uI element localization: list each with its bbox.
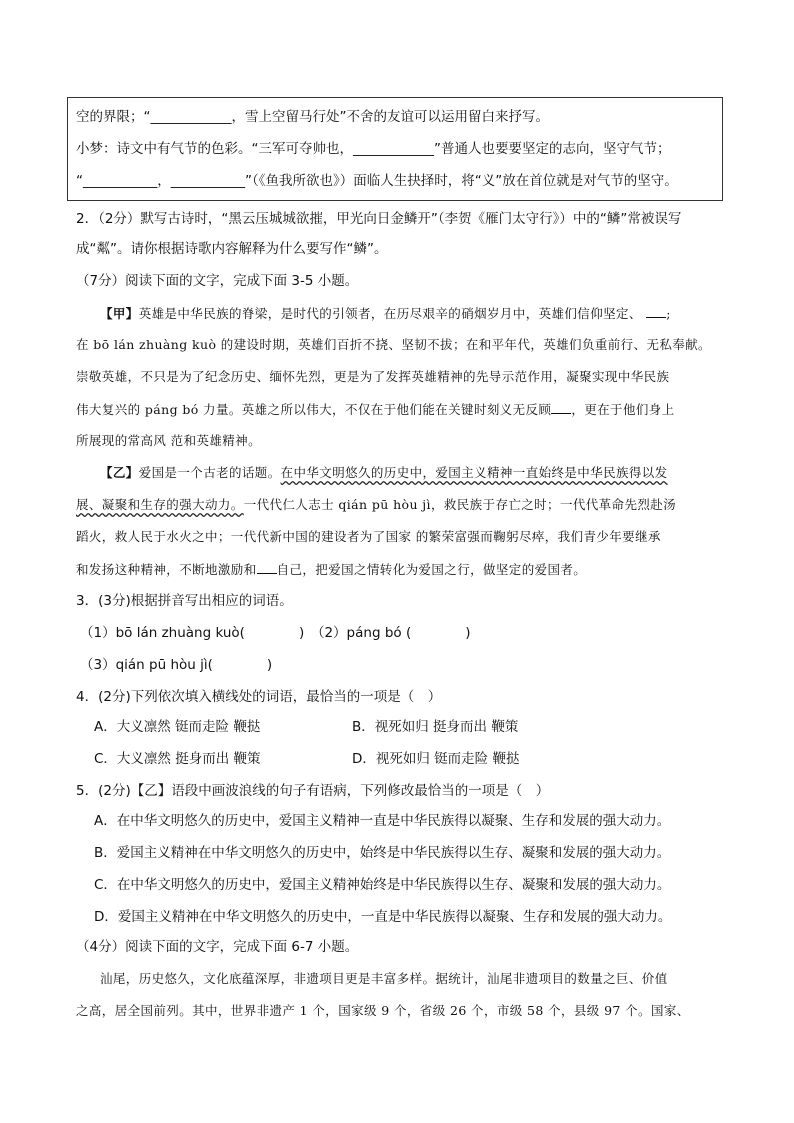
yi-line-2 [76, 496, 676, 514]
reading2-line-2: 之高，居全国前列。其中，世界非遗产 1 个，国家级 9 个，省级 26 个，市级 58 个，县级 97 个。国家、 [76, 1003, 690, 1018]
jia-line-2: 在 bō lán zhuàng kuò 的建设时期，英雄们百折不挠、坚韧不拔；在和平年代，英雄们负重前行、无私奉献。 [76, 337, 711, 352]
q4-title: 4．(2分)下列依次填入横线处的词语，最恰当的一项是（ ） [76, 689, 442, 705]
q2-line-2: 成“粼”。请你根据诗歌内容解释为什么要写作“鳞”。 [76, 241, 388, 257]
q5-option-c: C．在中华文明悠久的历史中，爱国主义精神始终是中华民族得以生存、凝聚和发展的强大动力。 [94, 877, 671, 893]
reading1-intro: （7分）阅读下面的文字，完成下面 3-5 小题。 [76, 273, 359, 289]
q4-option-d: D．视死如归 铤而走险 鞭挞 [352, 751, 520, 767]
q4-option-c: C．大义凛然 挺身而出 鞭策 [94, 751, 261, 767]
yi-line-4-a: 和发扬这种精神，不断地激励和 [76, 562, 257, 577]
jia-line-3: 崇敬英雄，不只是为了纪念历史、缅怀先烈，更是为了发挥英雄精神的先导示范作用，凝聚实现中华民族 [76, 369, 670, 384]
jia-line-1-end: ; [666, 306, 671, 321]
q3-title: 3．(3分)根据拼音写出相应的词语。 [76, 593, 293, 609]
jia-line-4-a: 伟大复兴的 páng bó 力量。英雄之所以伟大，不仅在于他们能在关键时刻义无反顾 [76, 402, 552, 417]
q3-row-2: （3）qián pū hòu jì( ) [80, 657, 273, 673]
jia-line-4-b: ，更在于他们身上 [571, 402, 675, 417]
q5-option-d: D．爱国主义精神在中华文明悠久的历史中，一直是中华民族得以凝聚、生存和发展的强大动力。 [94, 909, 672, 925]
yi-line-3: 蹈火，救人民于水火之中；一代代新中国的建设者为了国家 的繁荣富强而鞠躬尽瘁，我们青少年要继承 [76, 529, 661, 544]
yi-wavy-sentence-1: 在中华文明悠久的历史中，爱国主义精神一直始终是中华民族得以发 [280, 465, 668, 480]
reading2-line-1: 汕尾，历史悠久，文化底蕴深厚，非遗项目更是丰富多样。据统计，汕尾非遗项目的数量之巨、价值 [100, 971, 668, 986]
q5-title: 5．(2分)【乙】语段中画波浪线的句子有语病，下列修改最恰当的一项是（ ） [76, 783, 550, 799]
jia-line-5: 所展现的常高风 范和英雄精神。 [76, 433, 261, 448]
blank-1 [646, 304, 666, 318]
box-line-2: 小梦：诗文中有气节的色彩。“三军可夺帅也，____________”普通人也要要坚定的志向，坚守气节； [76, 141, 671, 157]
blank-3 [257, 560, 277, 574]
jia-line-1-text: 英雄是中华民族的脊梁，是时代的引领者，在历尽艰辛的硝烟岁月中，英雄们信仰坚定、 [138, 306, 642, 321]
blank-2 [551, 400, 571, 414]
yi-line-4 [76, 560, 586, 579]
box-line-1: 空的界限；“____________，雪上空留马行处”不舍的友谊可以运用留白来抒写。 [76, 109, 549, 125]
jia-line-4 [76, 400, 675, 419]
yi-wavy-sentence-2: 展、凝聚和生存的强大动力。 [76, 497, 244, 512]
reading2-intro: （4分）阅读下面的文字，完成下面 6-7 小题。 [76, 939, 359, 955]
jia-line-1 [100, 304, 671, 323]
q5-option-a: A．在中华文明悠久的历史中，爱国主义精神一直是中华民族得以凝聚、生存和发展的强大动力。 [94, 813, 671, 829]
q2-line-1: 2．（2分）默写古诗时，“黑云压城城欲摧，甲光向日金鳞开”（李贺《雁门太守行》）中的“鳞”常被误写 [76, 211, 682, 227]
q4-option-a: A．大义凛然 铤而走险 鞭挞 [94, 719, 261, 735]
q5-option-b: B．爱国主义精神在中华文明悠久的历史中，始终是中华民族得以生存、凝聚和发展的强大动力。 [94, 845, 671, 861]
q3-row-1: （1）bō lán zhuàng kuò( ) （2）páng bó ( ) [80, 625, 471, 641]
yi-line-1 [100, 464, 668, 482]
q4-option-b: B．视死如归 挺身而出 鞭策 [352, 719, 519, 735]
yi-line-2-rest: 一代代仁人志士 qián pū hòu jì，救民族于存亡之时；一代代革命先烈赴汤 [243, 497, 677, 512]
box-line-3: “___________，___________”（《鱼我所欲也》）面临人生抉择时，将“义”放在首位就是对气节的坚守。 [76, 173, 678, 189]
yi-line-1-a: 爱国是一个古老的话题。 [138, 465, 281, 480]
yi-label: 【乙】 [100, 465, 139, 480]
yi-line-4-b: 自己，把爱国之情转化为爱国之行，做坚定的爱国者。 [276, 562, 587, 577]
jia-label: 【甲】 [100, 306, 139, 321]
